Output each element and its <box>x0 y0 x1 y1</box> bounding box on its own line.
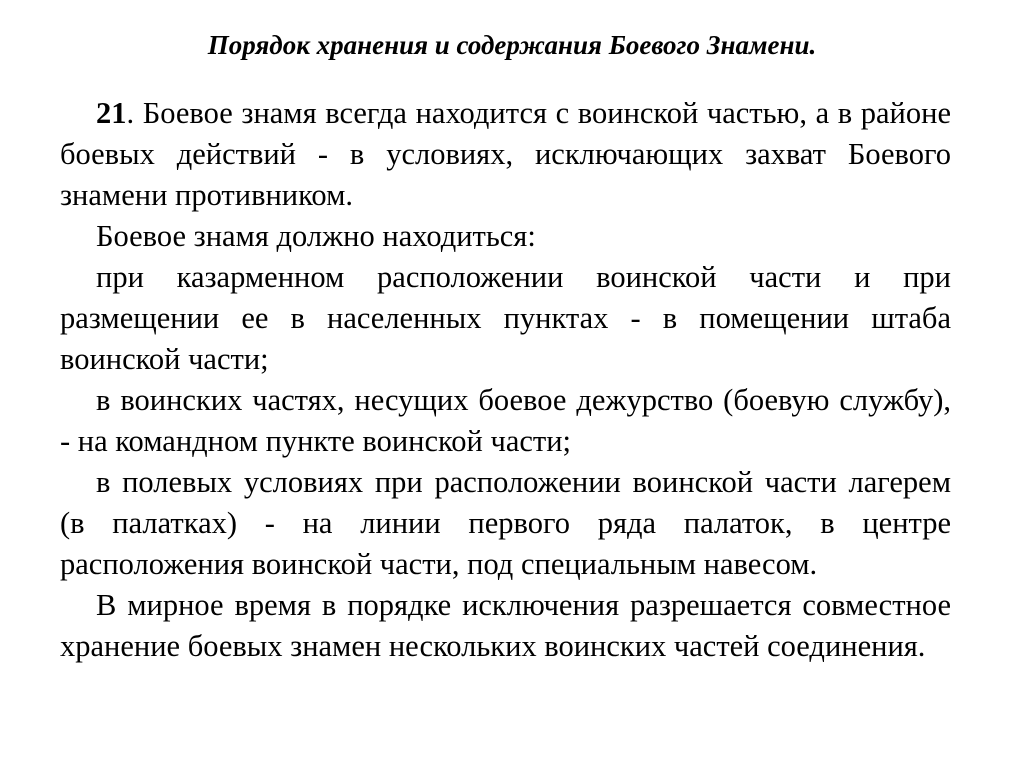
paragraph-location-intro: Боевое знамя должно находиться: <box>96 219 536 253</box>
document-body <box>60 93 951 667</box>
paragraph-text: . Боевое знамя всегда находится с воинской частью, а в районе боевых действий - в условиях, исключающих захват Боевого знамени противником. <box>60 96 951 212</box>
paragraph-peacetime: В мирное время в порядке исключения разрешается совместное хранение боевых знамен нескольких воинских частей соединения. <box>60 588 951 663</box>
paragraph-barracks: при казарменном расположении воинской части и при размещении ее в населенных пунктах - в помещении штаба воинской части; <box>60 260 951 376</box>
paragraph-article-21 <box>60 93 951 216</box>
article-number: 21 <box>96 96 127 130</box>
paragraph-field-conditions: в полевых условиях при расположении воинской части лагерем (в палатках) - на линии первого ряда палаток, в центре расположения воинской части, под специальным навесом. <box>60 465 951 581</box>
paragraph-combat-duty: в воинских частях, несущих боевое дежурство (боевую службу), - на командном пункте воинской части; <box>60 383 951 458</box>
page-title: Порядок хранения и содержания Боевого Знамени. <box>207 30 817 60</box>
